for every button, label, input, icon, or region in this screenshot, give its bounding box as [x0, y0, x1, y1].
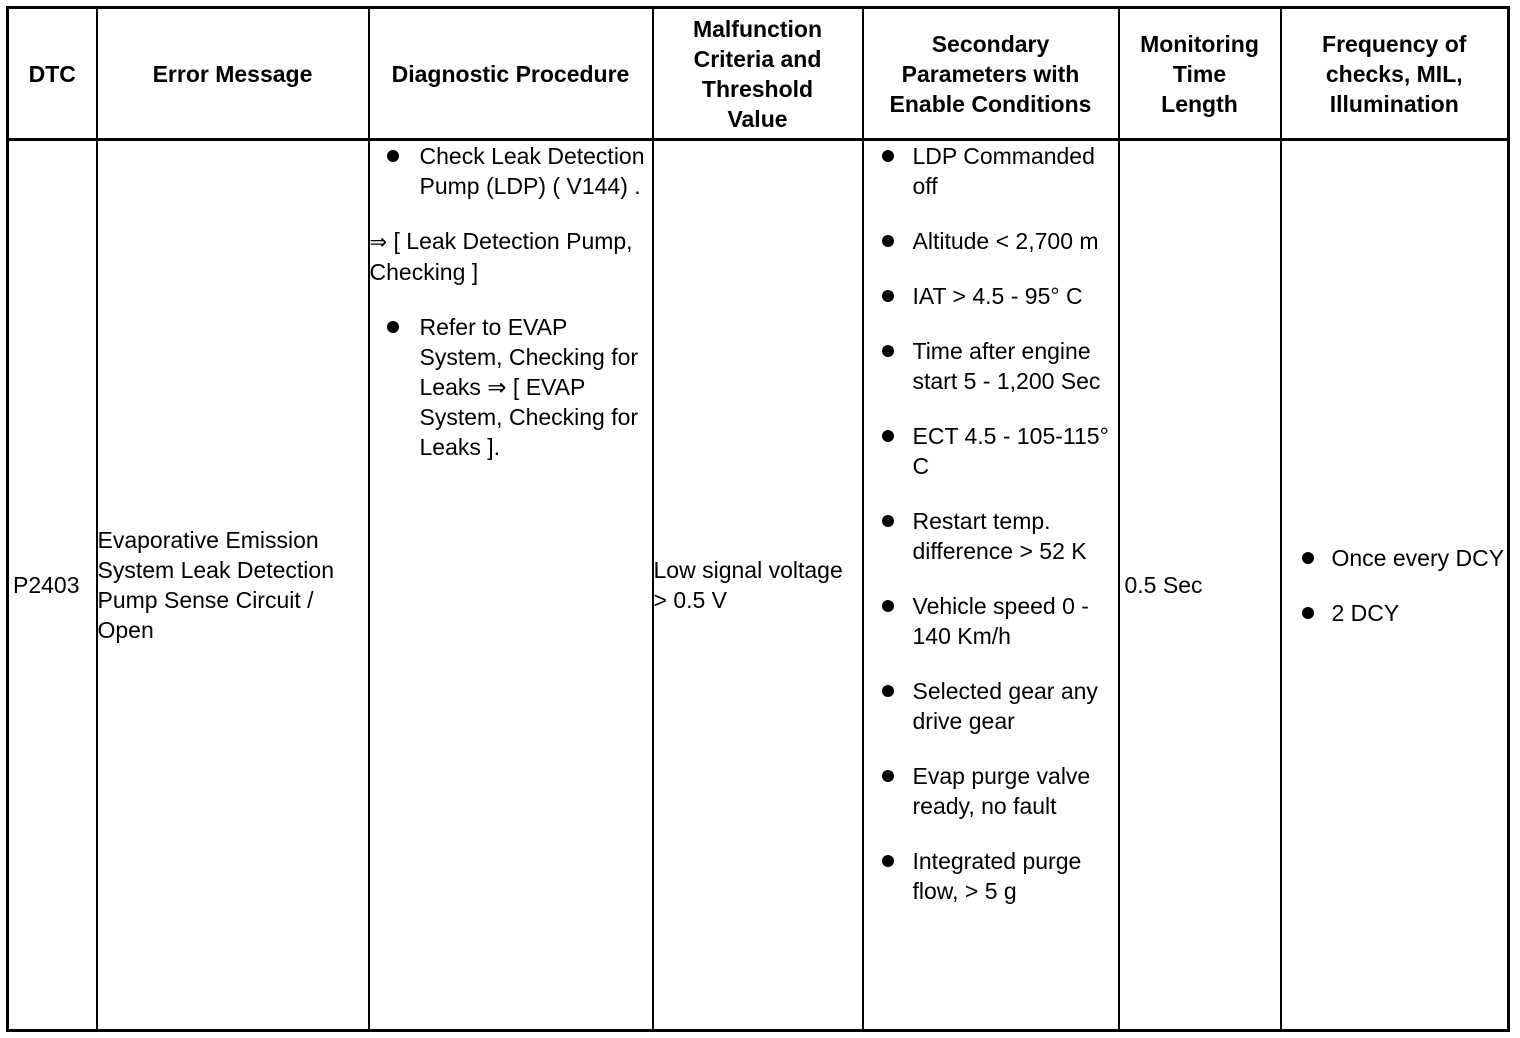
bullet-icon	[882, 770, 894, 782]
bullet-icon	[882, 600, 894, 612]
frequency-text: 2 DCY	[1331, 599, 1400, 626]
frequency-list	[1282, 543, 1508, 628]
secondary-parameters-list	[864, 141, 1118, 906]
list-item	[864, 506, 1118, 566]
header-error-message: Error Message	[97, 8, 369, 140]
bullet-icon	[882, 345, 894, 357]
frequency-text: Once every DCY	[1331, 544, 1505, 571]
header-malfunction-criteria: Malfunction Criteria and Threshold Value	[653, 8, 863, 140]
cell-secondary-parameters	[863, 140, 1119, 1031]
parameter-text: Integrated purge flow, > 5 g	[912, 848, 1082, 904]
list-item	[864, 591, 1118, 651]
bullet-icon	[882, 515, 894, 527]
bullet-icon	[387, 321, 399, 333]
bullet-icon	[882, 235, 894, 247]
bullet-icon	[882, 855, 894, 867]
list-item	[864, 336, 1118, 396]
table-row	[8, 140, 1509, 1031]
parameter-text: LDP Commanded off	[912, 143, 1095, 199]
parameter-text: Altitude < 2,700 m	[912, 228, 1099, 254]
bullet-icon	[882, 685, 894, 697]
cell-monitoring-time: 0.5 Sec	[1119, 140, 1281, 1031]
diagnostic-steps-1	[370, 141, 652, 201]
bullet-icon	[882, 290, 894, 302]
list-item	[864, 846, 1118, 906]
diagnostic-step-text[interactable]: Refer to EVAP System, Checking for Leaks ⇒ [ EVAP System, Checking for Leaks ].	[419, 314, 639, 460]
header-monitoring-time: Monitoring Time Length	[1119, 8, 1281, 140]
list-item	[864, 761, 1118, 821]
header-row	[8, 8, 1509, 140]
list-item	[864, 421, 1118, 481]
parameter-text: Selected gear any drive gear	[912, 678, 1098, 734]
leak-detection-pump-link[interactable]: [ Leak Detection Pump, Checking ]	[369, 228, 633, 285]
list-item	[864, 141, 1118, 201]
diagnostic-steps-2	[370, 312, 652, 462]
header-dtc: DTC	[8, 8, 97, 140]
cell-error-message: Evaporative Emission System Leak Detection Pump Sense Circuit / Open	[97, 140, 369, 1031]
parameter-text: IAT > 4.5 - 95° C	[912, 283, 1083, 309]
parameter-text: Evap purge valve ready, no fault	[912, 763, 1091, 819]
cell-malfunction-criteria: Low signal voltage > 0.5 V	[653, 140, 863, 1031]
cell-dtc-code: P2403	[8, 140, 97, 1031]
list-item	[864, 281, 1118, 311]
list-item	[864, 226, 1118, 256]
header-diagnostic-procedure: Diagnostic Procedure	[369, 8, 653, 140]
bullet-icon	[387, 150, 399, 162]
list-item	[370, 141, 652, 201]
cell-frequency	[1281, 140, 1509, 1031]
parameter-text: ECT 4.5 - 105-115° C	[912, 423, 1109, 479]
list-item	[370, 312, 652, 462]
parameter-text: Vehicle speed 0 - 140 Km/h	[912, 593, 1089, 649]
bullet-icon	[882, 150, 894, 162]
parameter-text: Time after engine start 5 - 1,200 Sec	[912, 338, 1101, 394]
list-item	[1282, 598, 1508, 628]
bullet-icon	[1302, 607, 1314, 619]
diagnostic-step-text: Check Leak Detection Pump (LDP) ( V144) .	[419, 143, 645, 199]
header-secondary-parameters: Secondary Parameters with Enable Conditions	[863, 8, 1119, 140]
arrow-right-icon: ⇒	[369, 230, 388, 254]
header-frequency: Frequency of checks, MIL, Illumination	[1281, 8, 1509, 140]
bullet-icon	[882, 430, 894, 442]
bullet-icon	[1302, 552, 1314, 564]
parameter-text: Restart temp. difference > 52 K	[912, 508, 1087, 564]
list-item	[864, 676, 1118, 736]
diagnostic-link-paragraph	[370, 226, 652, 287]
cell-diagnostic-procedure	[369, 140, 653, 1031]
list-item	[1282, 543, 1508, 573]
dtc-table	[6, 6, 1510, 1032]
